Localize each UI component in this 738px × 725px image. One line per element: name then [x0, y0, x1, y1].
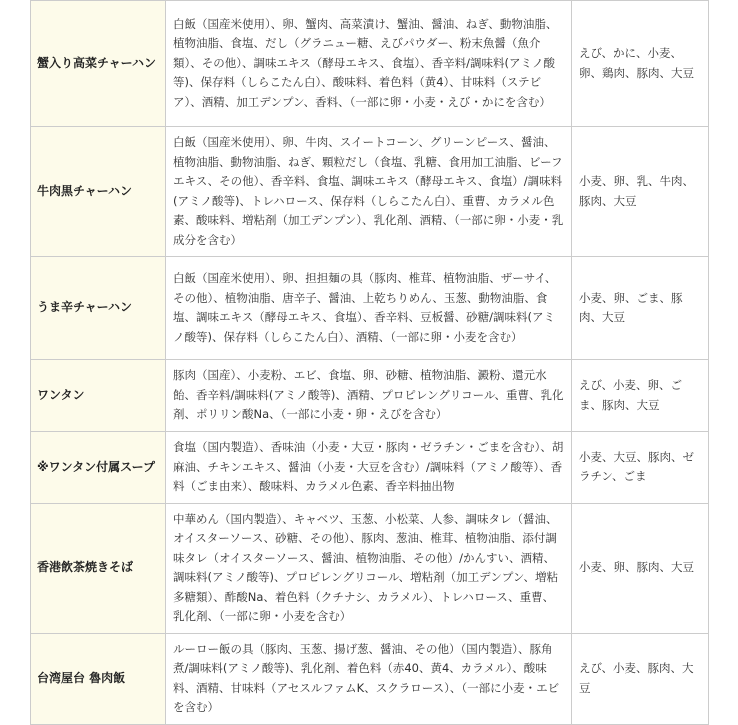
- table-row: [31, 633, 709, 724]
- product-name: 香港飲茶焼きそば: [31, 503, 166, 633]
- table-row: [31, 432, 709, 504]
- product-name: うま辛チャーハン: [31, 257, 166, 360]
- table-row: [31, 360, 709, 432]
- product-name: ※ワンタン付属スープ: [31, 432, 166, 504]
- table-row: [31, 127, 709, 257]
- ingredients-cell: 中華めん（国内製造）、キャベツ、玉葱、小松菜、人参、調味タレ（醤油、オイスターソース、砂糖、その他）、豚肉、葱油、椎茸、植物油脂、添付調味タレ（オイスターソース、醤油、植物油脂、その他）/かんすい、酒精、調味料(アミノ酸等)、プロピレングリコール、増粘剤（加工デンプン、増粘多糖類）、酢酸Na、着色料（クチナシ、カラメル）、トレハロース、重曹、乳化剤、（一部に卵・小麦を含む）: [166, 503, 572, 633]
- allergen-table-wrapper: [30, 0, 708, 725]
- ingredients-cell: 豚肉（国産）、小麦粉、エビ、食塩、卵、砂糖、植物油脂、澱粉、還元水飴、香辛料/調味料(アミノ酸等)、酒精、プロピレングリコール、重曹、乳化剤、ポリリン酸Na、（一部に小麦・卵・えびを含む）: [166, 360, 572, 432]
- allergens-cell: えび、かに、小麦、卵、鶏肉、豚肉、大豆: [572, 1, 709, 127]
- allergens-cell: 小麦、卵、乳、牛肉、豚肉、大豆: [572, 127, 709, 257]
- table-row: [31, 1, 709, 127]
- allergens-cell: 小麦、卵、豚肉、大豆: [572, 503, 709, 633]
- allergens-cell: 小麦、大豆、豚肉、ゼラチン、ごま: [572, 432, 709, 504]
- product-name: 牛肉黒チャーハン: [31, 127, 166, 257]
- product-name: ワンタン: [31, 360, 166, 432]
- allergens-cell: えび、小麦、豚肉、大豆: [572, 633, 709, 724]
- ingredients-cell: ルーロー飯の具（豚肉、玉葱、揚げ葱、醤油、その他）（国内製造）、豚角煮/調味料(アミノ酸等)、乳化剤、着色料（赤40、黄4、カラメル）、酸味料、酒精、甘味料（アセスルファムK、スクラロース）、（一部に小麦・エビを含む）: [166, 633, 572, 724]
- allergen-table: [30, 0, 709, 725]
- product-name: 台湾屋台 魯肉飯: [31, 633, 166, 724]
- table-row: [31, 257, 709, 360]
- allergens-cell: 小麦、卵、ごま、豚肉、大豆: [572, 257, 709, 360]
- table-row: [31, 503, 709, 633]
- product-name: 蟹入り高菜チャーハン: [31, 1, 166, 127]
- ingredients-cell: 白飯（国産米使用）、卵、担担麺の具（豚肉、椎茸、植物油脂、ザーサイ、その他）、植物油脂、唐辛子、醤油、上乾ちりめん、玉葱、動物油脂、食塩、調味エキス（酵母エキス、食塩）、香辛料、豆板醤、砂糖/調味料(アミノ酸等)、保存料（しらこたん白）、酒精、（一部に卵・小麦を含む）: [166, 257, 572, 360]
- allergens-cell: えび、小麦、卵、ごま、豚肉、大豆: [572, 360, 709, 432]
- ingredients-cell: 白飯（国産米使用）、卵、蟹肉、高菜漬け、蟹油、醤油、ねぎ、動物油脂、植物油脂、食塩、だし（グラニュー糖、えびパウダー、粉末魚醤（魚介類）、その他）、調味エキス（酵母エキス、食塩）、香辛料/調味料(アミノ酸等)、保存料（しらこたん白）、酸味料、着色料（黄4）、甘味料（ステビア）、酒精、加工デンプン、香料、（一部に卵・小麦・えび・かにを含む）: [166, 1, 572, 127]
- ingredients-cell: 白飯（国産米使用）、卵、牛肉、スイートコーン、グリーンピース、醤油、植物油脂、動物油脂、ねぎ、顆粒だし（食塩、乳糖、食用加工油脂、ビーフエキス、その他）、香辛料、食塩、調味エキス（酵母エキス、食塩）/調味料(アミノ酸等)、トレハロース、保存料（しらこたん白）、重曹、カラメル色素、酸味料、増粘剤（加工デンプン）、乳化剤、酒精、（一部に卵・小麦・乳成分を含む）: [166, 127, 572, 257]
- ingredients-cell: 食塩（国内製造）、香味油（小麦・大豆・豚肉・ゼラチン・ごまを含む）、胡麻油、チキンエキス、醤油（小麦・大豆を含む）/調味料（アミノ酸等）、香料（ごま由来）、酸味料、カラメル色素、香辛料抽出物: [166, 432, 572, 504]
